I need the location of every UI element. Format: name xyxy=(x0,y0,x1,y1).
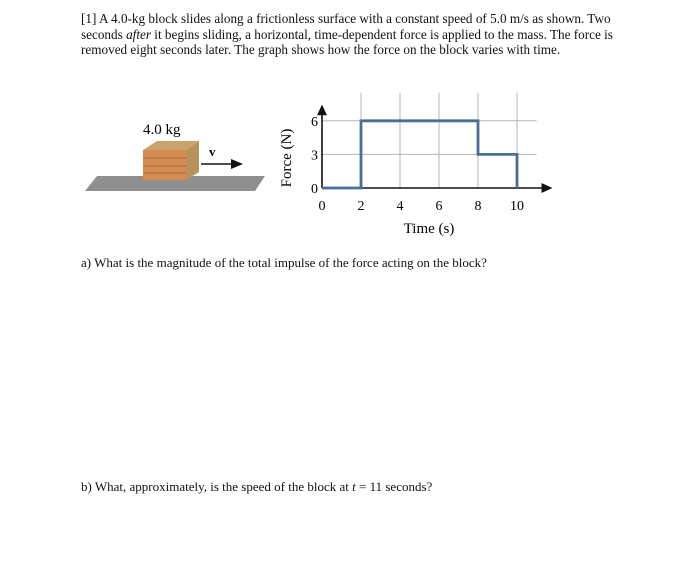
question-b xyxy=(81,479,432,495)
question-b-text: What, approximately, is the speed of the block at xyxy=(94,479,349,494)
question-b-label: b) xyxy=(81,479,92,494)
x-axis-title: Time (s) xyxy=(403,221,455,237)
question-a-text: What is the magnitude of the total impulse of the force acting on the block? xyxy=(94,255,487,270)
y-tick-label: 3 xyxy=(311,148,318,164)
question-b-variable: t xyxy=(352,479,356,494)
velocity-arrowhead xyxy=(231,159,243,169)
y-axis-title: Force (N) xyxy=(279,128,295,188)
x-tick-label: 8 xyxy=(474,199,482,214)
block-front xyxy=(143,150,186,180)
problem-text-emphasis: after xyxy=(126,26,151,42)
problem-text-1: A 4.0-kg block slides along a frictionless surface with a constant speed of 5.0 m/s as shown. Two seconds xyxy=(81,11,611,42)
y-axis-arrowhead xyxy=(317,105,327,116)
x-tick-label: 10 xyxy=(510,199,524,214)
x-tick-label: 6 xyxy=(435,199,443,214)
problem-text-2: it begins sliding, a horizontal, time-dependent force is applied to the mass. The force is removed eight seconds later. The graph shows how the force on the block varies with time. xyxy=(81,26,613,57)
problem-number: [1] xyxy=(81,11,97,26)
block-illustration xyxy=(85,122,265,191)
x-tick-label: 4 xyxy=(396,199,404,214)
y-tick-label: 0 xyxy=(311,182,318,197)
velocity-label: v xyxy=(209,144,216,159)
question-a-label: a) xyxy=(81,255,92,270)
question-b-text-end: = 11 seconds? xyxy=(359,479,433,494)
force-time-chart xyxy=(311,93,553,214)
mass-label: 4.0 kg xyxy=(143,122,181,138)
y-tick-label: 6 xyxy=(311,114,318,130)
question-a xyxy=(81,255,487,271)
x-tick-label: 2 xyxy=(357,199,365,214)
x-axis-arrowhead xyxy=(542,183,553,193)
x-tick-label: 0 xyxy=(318,199,326,214)
